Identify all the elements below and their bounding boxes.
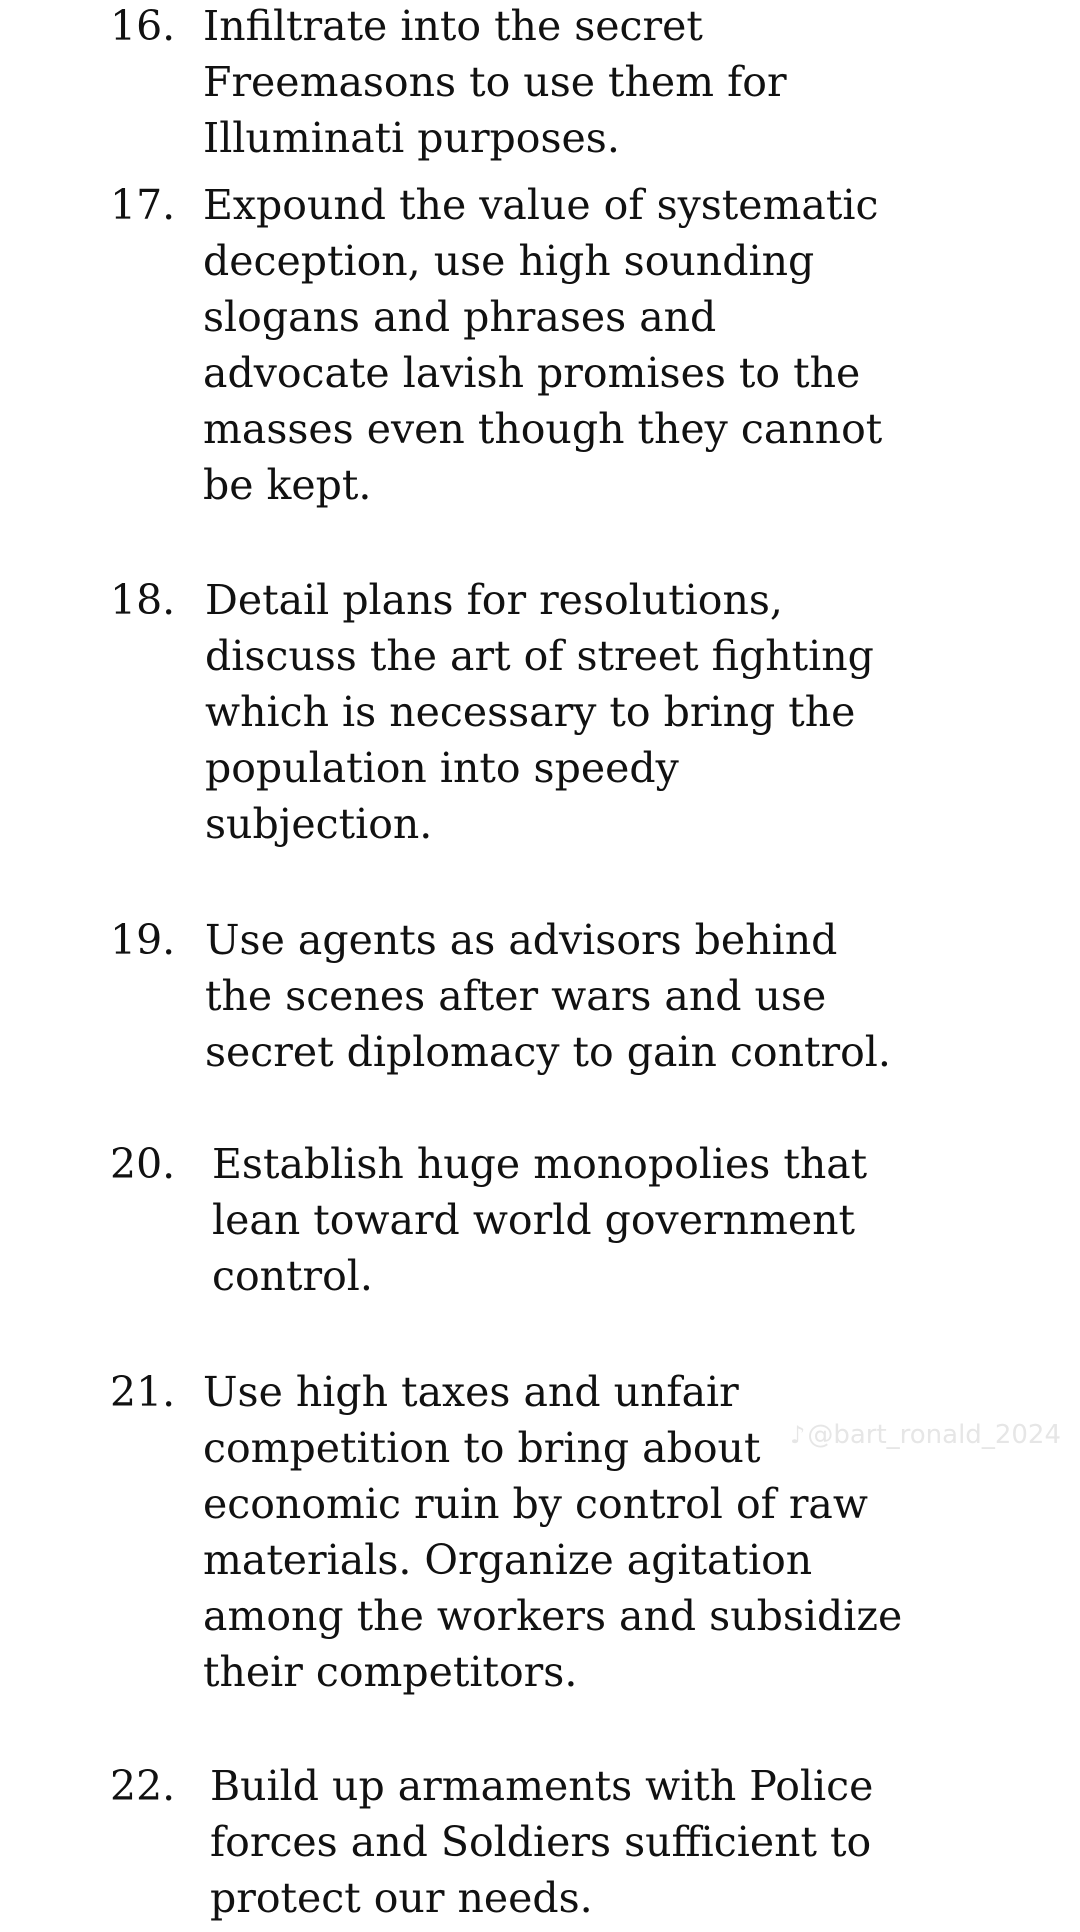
list-item-text: Infiltrate into the secret Freemasons to use them for Illuminati purposes. (203, 2, 787, 162)
list-item-text: Use high taxes and unfair competition to bring about economic ruin by control of raw materials. Organize agitation among the workers and subsidize their competitors. (203, 1368, 903, 1696)
watermark (790, 1420, 1061, 1450)
list-item-number: 21. (110, 1368, 176, 1416)
tiktok-icon: ♪ (790, 1421, 806, 1449)
list-item-text: Build up armaments with Police forces and Soldiers sufficient to protect our needs. (210, 1762, 874, 1922)
list-item-number: 16. (110, 2, 176, 50)
list-item-text: Establish huge monopolies that lean toward world government control. (212, 1140, 868, 1300)
list-item-number: 20. (110, 1140, 176, 1188)
list-item-number: 18. (110, 576, 176, 624)
list-item-number: 17. (110, 181, 176, 229)
watermark-text: @bart_ronald_2024 (807, 1420, 1061, 1450)
list-item-text: Expound the value of systematic deception, use high sounding slogans and phrases and advocate lavish promises to the masses even though they cannot be kept. (203, 181, 883, 509)
list-item-text: Detail plans for resolutions, discuss the art of street fighting which is necessary to bring the population into speedy subjection. (205, 576, 874, 848)
list-item-number: 19. (110, 916, 176, 964)
list-item-text: Use agents as advisors behind the scenes after wars and use secret diplomacy to gain control. (205, 916, 891, 1076)
list-item-number: 22. (110, 1762, 176, 1810)
